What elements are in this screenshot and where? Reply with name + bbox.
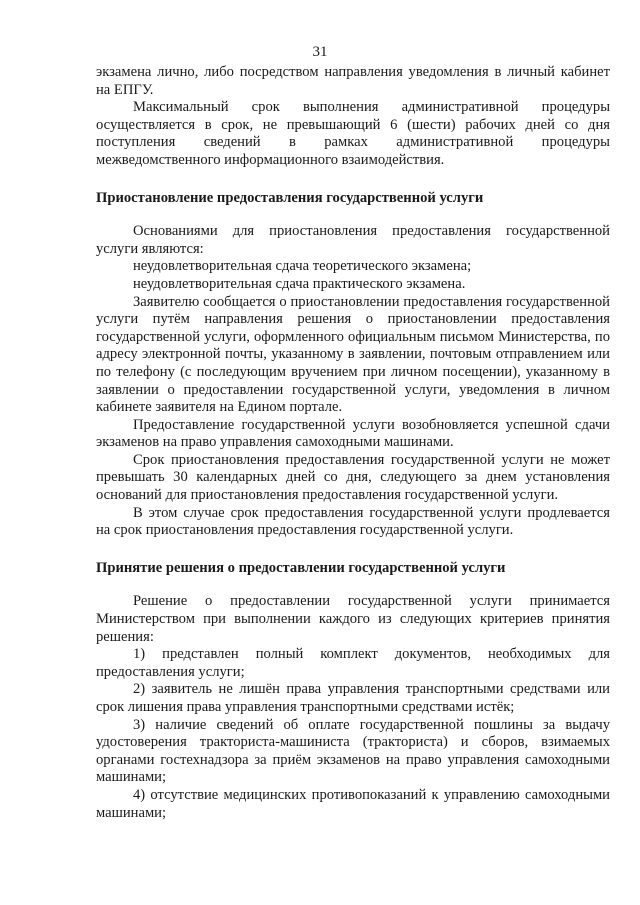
section-heading-suspension: Приостановление предоставления государственной услуги bbox=[96, 189, 484, 206]
criteria-item: 4) отсутствие медицинских противопоказаний к управлению самоходными машинами; bbox=[96, 786, 610, 821]
paragraph: Решение о предоставлении государственной услуги принимается Министерством при выполнении каждого из следующих критериев принятия решения: bbox=[96, 593, 610, 645]
section-heading-decision: Принятие решения о предоставлении государственной услуги bbox=[96, 559, 506, 576]
list-item: неудовлетворительная сдача теоретического экзамена; bbox=[133, 258, 472, 275]
intro-paragraph-1: экзамена лично, либо посредством направления уведомления в личный кабинет на ЕПГУ. bbox=[96, 64, 610, 98]
intro-paragraph-2: Максимальный срок выполнения административной процедуры осуществляется в срок, не превышающий 6 (шести) рабочих дней со дня поступления сведений в рамках административной процедуры межведомственного информационного взаимодействия. bbox=[96, 99, 610, 168]
paragraph: Срок приостановления предоставления государственной услуги не может превышать 30 календарных дней со дня, следующего за днем установления оснований для приостановления предоставления государственной услуги. bbox=[96, 451, 610, 504]
criteria-item: 3) наличие сведений об оплате государственной пошлины за выдачу удостоверения тракториста-машиниста (тракториста) и сборов, взимаемых органами гостехнадзора за приём экзаменов на право управления самоходными машинами; bbox=[96, 716, 610, 786]
document-body bbox=[96, 64, 610, 822]
paragraph: Заявителю сообщается о приостановлении предоставления государственной услуги путём направления решения о приостановлении предоставления государственной услуги, оформленного официальным письмом Министерства, по адресу электронной почты, указанному в заявлении, почтовым отправлением или по телефону (с последующим вручением при личном посещении), указанному в заявлении о предоставлении государственной услуги, уведомления в личном кабинете заявителя на Едином портале. bbox=[96, 293, 610, 416]
paragraph: Предоставление государственной услуги возобновляется успешной сдачи экзаменов на право управления самоходными машинами. bbox=[96, 416, 610, 451]
paragraph: В этом случае срок предоставления государственной услуги продлевается на срок приостановления предоставления государственной услуги. bbox=[96, 504, 610, 539]
page-number: 31 bbox=[312, 44, 328, 60]
list-item: неудовлетворительная сдача практического экзамена. bbox=[133, 275, 466, 292]
criteria-item: 1) представлен полный комплект документов, необходимых для предоставления услуги; bbox=[96, 646, 610, 680]
criteria-item: 2) заявитель не лишён права управления транспортными средствами или срок лишения права управления транспортными средствами истёк; bbox=[96, 681, 610, 715]
paragraph: Основаниями для приостановления предоставления государственной услуги являются: bbox=[96, 223, 610, 257]
